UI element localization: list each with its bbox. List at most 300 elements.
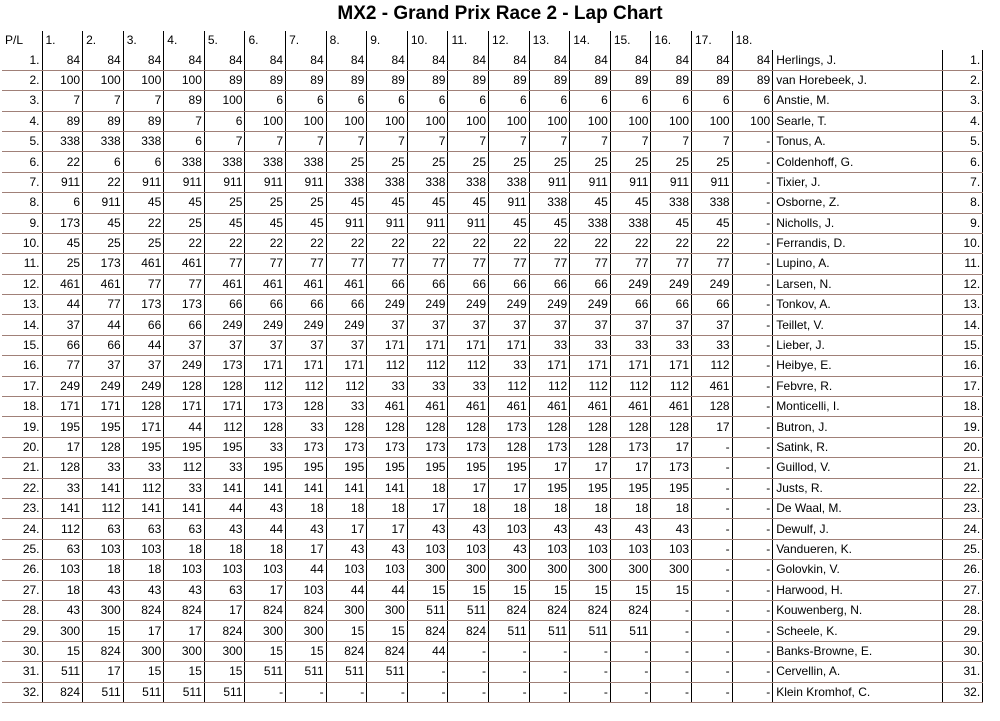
lap-cell: 77: [83, 295, 124, 315]
lap-cell: 22: [286, 233, 327, 253]
lap-cell: 171: [326, 356, 367, 376]
lap-cell: 37: [692, 315, 733, 335]
lap-cell: 44: [83, 315, 124, 335]
position-cell: 10.: [2, 233, 42, 253]
position-cell: 9.: [2, 213, 42, 233]
lap-cell: 461: [529, 397, 570, 417]
lap-cell: 249: [448, 295, 489, 315]
lap-cell: 6: [42, 193, 83, 213]
lap-cell: 141: [204, 478, 245, 498]
lap-cell: 22: [489, 233, 530, 253]
lap-cell: -: [732, 274, 773, 294]
lap-cell: -: [570, 682, 611, 702]
lap-cell: 45: [448, 193, 489, 213]
lap-cell: 15: [489, 580, 530, 600]
lap-cell: 18: [651, 498, 692, 518]
lap-cell: 249: [42, 376, 83, 396]
lap-cell: 511: [204, 682, 245, 702]
lap-cell: 84: [529, 50, 570, 70]
lap-cell: 128: [326, 417, 367, 437]
lap-cell: -: [732, 172, 773, 192]
lap-cell: 100: [407, 111, 448, 131]
lap-cell: 249: [651, 274, 692, 294]
lap-cell: 128: [164, 376, 205, 396]
table-row: [2, 498, 983, 518]
lap-cell: 511: [367, 662, 408, 682]
lap-cell: 45: [651, 213, 692, 233]
lap-cell: 77: [448, 254, 489, 274]
rider-name: Monticelli, I.: [773, 397, 943, 417]
lap-cell: -: [489, 682, 530, 702]
lap-cell: 112: [407, 356, 448, 376]
position-cell-right: 17.: [943, 376, 983, 396]
table-row: [2, 560, 983, 580]
lap-cell: 6: [448, 91, 489, 111]
lap-cell: 249: [407, 295, 448, 315]
lap-cell: 300: [367, 600, 408, 620]
lap-cell: -: [732, 213, 773, 233]
lap-cell: 338: [692, 193, 733, 213]
rider-name: Osborne, Z.: [773, 193, 943, 213]
lap-cell: 511: [42, 662, 83, 682]
lap-cell: 300: [610, 560, 651, 580]
lap-cell: 103: [245, 560, 286, 580]
header-lap-15: 15.: [610, 31, 651, 50]
position-cell-right: 30.: [943, 641, 983, 661]
lap-cell: 128: [83, 437, 124, 457]
position-cell-right: 3.: [943, 91, 983, 111]
lap-cell: 7: [489, 131, 530, 151]
lap-cell: 112: [529, 376, 570, 396]
lap-cell: 33: [123, 458, 164, 478]
header-lap-2: 2.: [83, 31, 124, 50]
lap-cell: 249: [245, 315, 286, 335]
lap-cell: 66: [204, 295, 245, 315]
lap-cell: 45: [570, 193, 611, 213]
lap-cell: 171: [83, 397, 124, 417]
lap-cell: 43: [123, 580, 164, 600]
header-lap-1: 1.: [42, 31, 83, 50]
lap-cell: 6: [732, 91, 773, 111]
lap-cell: 44: [164, 417, 205, 437]
lap-cell: 173: [164, 295, 205, 315]
lap-cell: 66: [164, 315, 205, 335]
lap-cell: 911: [326, 213, 367, 233]
lap-cell: 338: [651, 193, 692, 213]
lap-cell: 171: [204, 397, 245, 417]
lap-cell: 18: [529, 498, 570, 518]
rider-name: Anstie, M.: [773, 91, 943, 111]
lap-cell: 300: [286, 621, 327, 641]
table-row: [2, 111, 983, 131]
lap-cell: 461: [326, 274, 367, 294]
lap-cell: 911: [245, 172, 286, 192]
rider-name: Golovkin, V.: [773, 560, 943, 580]
lap-cell: 45: [692, 213, 733, 233]
position-cell: 5.: [2, 131, 42, 151]
lap-cell: 6: [326, 91, 367, 111]
lap-cell: 89: [83, 111, 124, 131]
lap-cell: 22: [367, 233, 408, 253]
lap-cell: 911: [489, 193, 530, 213]
lap-cell: 249: [692, 274, 733, 294]
lap-cell: 89: [204, 70, 245, 90]
position-cell: 25.: [2, 539, 42, 559]
lap-cell: 66: [610, 295, 651, 315]
lap-cell: 45: [123, 193, 164, 213]
table-row: [2, 315, 983, 335]
lap-cell: -: [692, 519, 733, 539]
lap-cell: 89: [407, 70, 448, 90]
lap-cell: 77: [529, 254, 570, 274]
lap-cell: -: [570, 662, 611, 682]
position-cell: 18.: [2, 397, 42, 417]
lap-cell: 77: [570, 254, 611, 274]
lap-cell: 103: [204, 560, 245, 580]
lap-cell: 43: [367, 539, 408, 559]
lap-cell: 100: [42, 70, 83, 90]
lap-cell: 17: [407, 498, 448, 518]
position-cell-right: 24.: [943, 519, 983, 539]
lap-cell: 103: [570, 539, 611, 559]
lap-cell: 33: [529, 335, 570, 355]
lap-cell: 33: [489, 356, 530, 376]
lap-cell: 300: [83, 600, 124, 620]
lap-cell: 100: [570, 111, 611, 131]
lap-cell: 461: [651, 397, 692, 417]
lap-cell: -: [732, 621, 773, 641]
lap-cell: 6: [123, 152, 164, 172]
lap-cell: 22: [610, 233, 651, 253]
lap-cell: 25: [83, 233, 124, 253]
position-cell-right: 8.: [943, 193, 983, 213]
lap-cell: 824: [570, 600, 611, 620]
lap-cell: 37: [570, 315, 611, 335]
lap-cell: 77: [245, 254, 286, 274]
lap-cell: 33: [83, 458, 124, 478]
lap-cell: 6: [651, 91, 692, 111]
rider-name: Satink, R.: [773, 437, 943, 457]
lap-cell: 824: [529, 600, 570, 620]
rider-name: Kouwenberg, N.: [773, 600, 943, 620]
lap-cell: 33: [651, 335, 692, 355]
position-cell: 3.: [2, 91, 42, 111]
lap-cell: 911: [570, 172, 611, 192]
lap-cell: 33: [407, 376, 448, 396]
lap-cell: 7: [42, 91, 83, 111]
lap-cell: 112: [123, 478, 164, 498]
lap-cell: 43: [489, 539, 530, 559]
lap-cell: 63: [83, 519, 124, 539]
lap-cell: 461: [367, 397, 408, 417]
lap-cell: 17: [448, 478, 489, 498]
lap-cell: 173: [245, 397, 286, 417]
lap-cell: 37: [529, 315, 570, 335]
lap-cell: 300: [570, 560, 611, 580]
lap-cell: 22: [651, 233, 692, 253]
table-row: [2, 641, 983, 661]
lap-cell: 77: [651, 254, 692, 274]
lap-cell: 43: [651, 519, 692, 539]
lap-cell: -: [529, 641, 570, 661]
rider-name: Heibye, E.: [773, 356, 943, 376]
lap-cell: 37: [164, 335, 205, 355]
lap-cell: -: [732, 560, 773, 580]
header-lap-7: 7.: [286, 31, 327, 50]
lap-cell: -: [732, 437, 773, 457]
table-row: [2, 519, 983, 539]
rider-name: Klein Kromhof, C.: [773, 682, 943, 702]
lap-cell: 100: [610, 111, 651, 131]
lap-cell: 141: [326, 478, 367, 498]
lap-cell: 17: [692, 417, 733, 437]
lap-cell: 300: [164, 641, 205, 661]
position-cell-right: 20.: [943, 437, 983, 457]
lap-cell: 77: [407, 254, 448, 274]
lap-cell: 171: [489, 335, 530, 355]
lap-chart-table: [2, 31, 983, 703]
lap-cell: 84: [204, 50, 245, 70]
lap-cell: 171: [286, 356, 327, 376]
lap-cell: 43: [164, 580, 205, 600]
lap-cell: 911: [286, 172, 327, 192]
lap-cell: 173: [407, 437, 448, 457]
lap-cell: 45: [286, 213, 327, 233]
lap-cell: 84: [407, 50, 448, 70]
lap-cell: 195: [204, 437, 245, 457]
lap-cell: 173: [123, 295, 164, 315]
lap-cell: 6: [489, 91, 530, 111]
lap-cell: 249: [367, 295, 408, 315]
lap-cell: 33: [692, 335, 733, 355]
lap-cell: 141: [367, 478, 408, 498]
position-cell: 21.: [2, 458, 42, 478]
lap-cell: 338: [529, 193, 570, 213]
lap-cell: 128: [692, 397, 733, 417]
header-lap-6: 6.: [245, 31, 286, 50]
lap-cell: 43: [83, 580, 124, 600]
lap-cell: 6: [407, 91, 448, 111]
lap-cell: -: [610, 682, 651, 702]
lap-cell: 824: [204, 621, 245, 641]
position-cell-right: 16.: [943, 356, 983, 376]
lap-cell: 84: [245, 50, 286, 70]
lap-cell: 77: [286, 254, 327, 274]
lap-cell: 25: [692, 152, 733, 172]
lap-cell: 112: [692, 356, 733, 376]
position-cell: 16.: [2, 356, 42, 376]
position-cell-right: 1.: [943, 50, 983, 70]
lap-cell: 103: [448, 539, 489, 559]
header-lap-13: 13.: [529, 31, 570, 50]
position-cell-right: 31.: [943, 662, 983, 682]
position-cell: 13.: [2, 295, 42, 315]
lap-cell: -: [326, 682, 367, 702]
position-cell-right: 11.: [943, 254, 983, 274]
lap-cell: 18: [367, 498, 408, 518]
lap-cell: -: [692, 478, 733, 498]
table-row: [2, 172, 983, 192]
lap-cell: 84: [570, 50, 611, 70]
lap-cell: 15: [83, 621, 124, 641]
lap-cell: 7: [692, 131, 733, 151]
rider-name: Justs, R.: [773, 478, 943, 498]
lap-cell: 22: [692, 233, 733, 253]
position-cell-right: 13.: [943, 295, 983, 315]
lap-cell: 103: [529, 539, 570, 559]
lap-cell: -: [651, 641, 692, 661]
lap-cell: 33: [245, 437, 286, 457]
lap-cell: 249: [123, 376, 164, 396]
lap-cell: 18: [123, 560, 164, 580]
lap-cell: 7: [407, 131, 448, 151]
lap-cell: -: [732, 498, 773, 518]
lap-cell: 100: [83, 70, 124, 90]
lap-cell: 17: [529, 458, 570, 478]
lap-cell: 25: [651, 152, 692, 172]
lap-cell: 6: [610, 91, 651, 111]
rider-name: Tonus, A.: [773, 131, 943, 151]
lap-cell: 171: [570, 356, 611, 376]
lap-cell: 128: [407, 417, 448, 437]
lap-cell: 300: [42, 621, 83, 641]
position-cell: 23.: [2, 498, 42, 518]
lap-cell: 7: [326, 131, 367, 151]
lap-cell: 84: [489, 50, 530, 70]
lap-cell: 112: [164, 458, 205, 478]
lap-cell: 141: [245, 478, 286, 498]
lap-cell: 824: [123, 600, 164, 620]
lap-cell: 824: [448, 621, 489, 641]
lap-cell: 37: [42, 315, 83, 335]
lap-cell: 128: [489, 437, 530, 457]
lap-cell: 824: [407, 621, 448, 641]
header-lap-8: 8.: [326, 31, 367, 50]
lap-cell: 17: [570, 458, 611, 478]
lap-cell: -: [732, 131, 773, 151]
header-lap-12: 12.: [489, 31, 530, 50]
lap-cell: 45: [610, 193, 651, 213]
table-row: [2, 458, 983, 478]
lap-cell: -: [732, 152, 773, 172]
lap-cell: 25: [286, 193, 327, 213]
lap-cell: 824: [367, 641, 408, 661]
table-row: [2, 397, 983, 417]
lap-cell: 249: [286, 315, 327, 335]
rider-name: Teillet, V.: [773, 315, 943, 335]
lap-cell: 37: [326, 335, 367, 355]
header-lap-16: 16.: [651, 31, 692, 50]
lap-cell: 103: [651, 539, 692, 559]
header-lap-5: 5.: [204, 31, 245, 50]
lap-cell: 22: [570, 233, 611, 253]
lap-cell: 25: [610, 152, 651, 172]
position-cell-right: 29.: [943, 621, 983, 641]
lap-cell: 195: [42, 417, 83, 437]
lap-cell: 63: [204, 580, 245, 600]
lap-cell: 25: [326, 152, 367, 172]
position-cell-right: 19.: [943, 417, 983, 437]
lap-cell: 22: [204, 233, 245, 253]
lap-cell: 7: [286, 131, 327, 151]
lap-cell: -: [732, 295, 773, 315]
lap-cell: 911: [164, 172, 205, 192]
lap-cell: 84: [326, 50, 367, 70]
lap-cell: 461: [286, 274, 327, 294]
lap-cell: 103: [42, 560, 83, 580]
table-row: [2, 478, 983, 498]
lap-cell: 112: [448, 356, 489, 376]
lap-cell: 141: [42, 498, 83, 518]
position-cell: 26.: [2, 560, 42, 580]
lap-cell: -: [692, 641, 733, 661]
lap-cell: 25: [407, 152, 448, 172]
lap-cell: 338: [448, 172, 489, 192]
lap-cell: 112: [245, 376, 286, 396]
table-row: [2, 193, 983, 213]
lap-cell: 84: [83, 50, 124, 70]
lap-cell: 338: [286, 152, 327, 172]
lap-cell: 77: [610, 254, 651, 274]
lap-cell: 461: [489, 397, 530, 417]
lap-cell: -: [610, 641, 651, 661]
lap-cell: 89: [164, 91, 205, 111]
lap-cell: 66: [123, 315, 164, 335]
lap-cell: 173: [204, 356, 245, 376]
lap-cell: 128: [42, 458, 83, 478]
lap-cell: 44: [42, 295, 83, 315]
table-row: [2, 335, 983, 355]
position-cell: 28.: [2, 600, 42, 620]
lap-cell: 100: [448, 111, 489, 131]
position-cell: 22.: [2, 478, 42, 498]
lap-cell: 128: [570, 437, 611, 457]
lap-cell: 112: [286, 376, 327, 396]
lap-cell: -: [732, 519, 773, 539]
lap-cell: 195: [407, 458, 448, 478]
lap-cell: -: [651, 621, 692, 641]
lap-cell: 128: [570, 417, 611, 437]
lap-cell: 37: [448, 315, 489, 335]
rider-name: Searle, T.: [773, 111, 943, 131]
table-row: [2, 600, 983, 620]
lap-cell: 100: [123, 70, 164, 90]
lap-cell: 17: [42, 437, 83, 457]
lap-cell: 103: [164, 560, 205, 580]
lap-cell: -: [407, 662, 448, 682]
lap-cell: -: [732, 417, 773, 437]
lap-cell: 15: [42, 641, 83, 661]
lap-cell: 128: [529, 417, 570, 437]
lap-cell: 17: [245, 580, 286, 600]
lap-cell: 195: [326, 458, 367, 478]
lap-cell: 195: [367, 458, 408, 478]
lap-cell: 22: [448, 233, 489, 253]
lap-cell: 89: [732, 70, 773, 90]
lap-cell: 461: [570, 397, 611, 417]
position-cell-right: 18.: [943, 397, 983, 417]
lap-cell: 63: [42, 539, 83, 559]
position-cell: 32.: [2, 682, 42, 702]
lap-cell: 44: [245, 519, 286, 539]
lap-cell: 171: [529, 356, 570, 376]
lap-cell: 66: [448, 274, 489, 294]
lap-cell: 338: [367, 172, 408, 192]
lap-cell: 18: [286, 498, 327, 518]
position-cell: 11.: [2, 254, 42, 274]
lap-cell: 7: [529, 131, 570, 151]
table-row: [2, 50, 983, 70]
